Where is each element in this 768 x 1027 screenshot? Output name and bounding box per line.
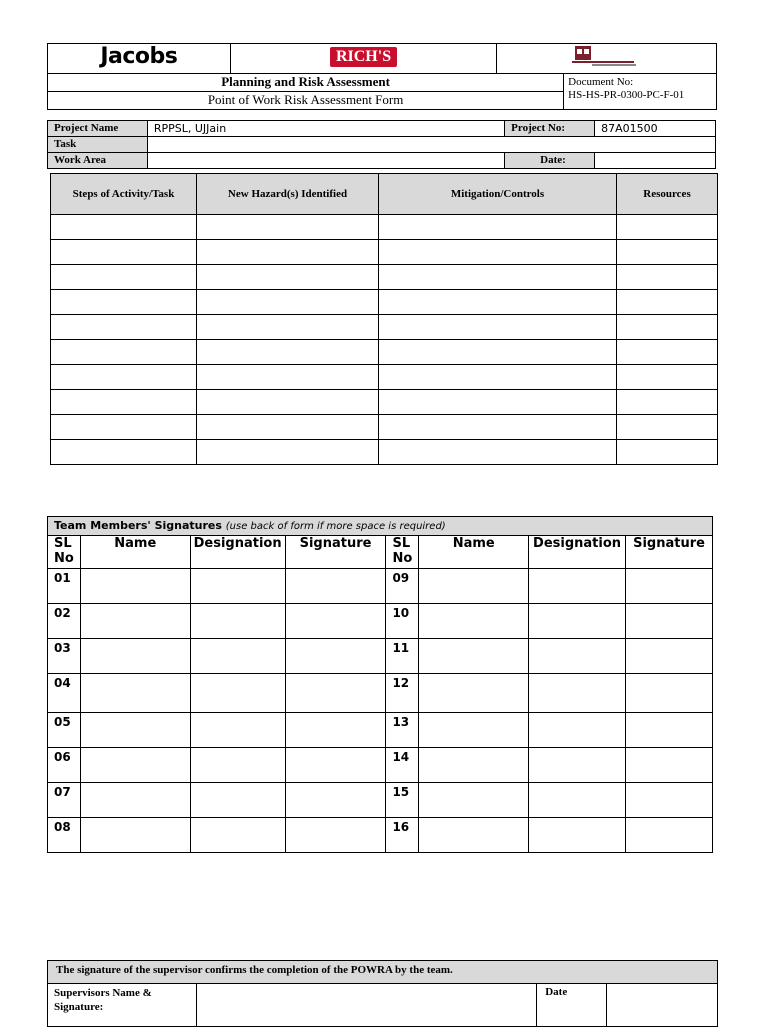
designation-cell[interactable] <box>529 604 626 639</box>
steps-header-row <box>51 174 718 215</box>
sl-no-cell: 14 <box>386 748 419 783</box>
name-cell[interactable] <box>80 569 190 604</box>
name-cell[interactable] <box>80 783 190 818</box>
mitigation-cell[interactable] <box>379 390 617 415</box>
resources-cell[interactable] <box>617 365 718 390</box>
team-row <box>48 569 713 604</box>
col-sl-no-left: SL No <box>48 536 81 569</box>
project-name-value[interactable]: RPPSL, UJJain <box>147 121 504 137</box>
resources-cell[interactable] <box>617 415 718 440</box>
hazard-cell[interactable] <box>197 240 379 265</box>
signature-cell[interactable] <box>626 639 713 674</box>
signature-cell[interactable] <box>285 639 386 674</box>
sl-no-cell: 02 <box>48 604 81 639</box>
date-label: Date: <box>505 153 595 169</box>
sl-no-cell: 07 <box>48 783 81 818</box>
col-designation-right: Designation <box>529 536 626 569</box>
team-row <box>48 818 713 853</box>
doc-no-label: Document No: <box>568 76 634 88</box>
resources-cell[interactable] <box>617 340 718 365</box>
team-row <box>48 639 713 674</box>
designation-cell[interactable] <box>529 818 626 853</box>
sl-no-cell: 15 <box>386 783 419 818</box>
form-subtitle: Point of Work Risk Assessment Form <box>48 92 564 110</box>
designation-cell[interactable] <box>190 783 285 818</box>
resources-cell[interactable] <box>617 265 718 290</box>
step-cell[interactable] <box>51 415 197 440</box>
work-area-field[interactable] <box>147 153 504 169</box>
hazard-cell[interactable] <box>197 440 379 465</box>
project-name-label: Project Name <box>48 121 148 137</box>
signature-cell[interactable] <box>626 713 713 748</box>
project-no-label: Project No: <box>505 121 595 137</box>
step-cell[interactable] <box>51 290 197 315</box>
name-cell[interactable] <box>80 674 190 713</box>
task-field[interactable] <box>147 137 715 153</box>
signature-cell[interactable] <box>626 748 713 783</box>
designation-cell[interactable] <box>190 569 285 604</box>
col-mitigation: Mitigation/Controls <box>379 174 617 215</box>
sl-no-cell: 09 <box>386 569 419 604</box>
signature-cell[interactable] <box>626 569 713 604</box>
name-cell[interactable] <box>80 713 190 748</box>
project-info-table <box>47 120 716 169</box>
name-cell[interactable] <box>419 818 529 853</box>
hazard-cell[interactable] <box>197 390 379 415</box>
col-hazards: New Hazard(s) Identified <box>197 174 379 215</box>
team-title-note: (use back of form if more space is required) <box>225 521 446 532</box>
team-row <box>48 674 713 713</box>
sl-no-cell: 08 <box>48 818 81 853</box>
designation-cell[interactable] <box>190 748 285 783</box>
building-logo-icon <box>572 44 642 68</box>
name-cell[interactable] <box>419 748 529 783</box>
risk-steps-table <box>50 173 718 465</box>
document-number <box>564 74 717 110</box>
steps-row <box>51 415 718 440</box>
richs-logo: RICH'S <box>330 47 397 67</box>
sl-no-cell: 04 <box>48 674 81 713</box>
team-body <box>48 569 713 853</box>
name-cell[interactable] <box>80 604 190 639</box>
steps-row <box>51 315 718 340</box>
step-cell[interactable] <box>51 265 197 290</box>
steps-row <box>51 365 718 390</box>
col-resources: Resources <box>617 174 718 215</box>
steps-row <box>51 440 718 465</box>
designation-cell[interactable] <box>529 639 626 674</box>
richs-logo-cell <box>230 44 497 74</box>
name-cell[interactable] <box>419 674 529 713</box>
sl-no-cell: 01 <box>48 569 81 604</box>
mitigation-cell[interactable] <box>379 315 617 340</box>
signature-cell[interactable] <box>285 818 386 853</box>
resources-cell[interactable] <box>617 440 718 465</box>
signature-cell[interactable] <box>285 783 386 818</box>
document-header <box>47 43 717 110</box>
sl-no-cell: 06 <box>48 748 81 783</box>
col-designation-left: Designation <box>190 536 285 569</box>
signature-cell[interactable] <box>285 713 386 748</box>
signature-cell[interactable] <box>626 674 713 713</box>
date-field[interactable] <box>595 153 716 169</box>
hazard-cell[interactable] <box>197 265 379 290</box>
col-signature-right: Signature <box>626 536 713 569</box>
mitigation-cell[interactable] <box>379 290 617 315</box>
contractor-logo-cell <box>497 44 717 74</box>
step-cell[interactable] <box>51 440 197 465</box>
form-title: Planning and Risk Assessment <box>48 74 564 92</box>
hazard-cell[interactable] <box>197 215 379 240</box>
resources-cell[interactable] <box>617 390 718 415</box>
sl-no-cell: 12 <box>386 674 419 713</box>
supervisor-name-label: Supervisors Name & Signature: <box>48 984 197 1027</box>
name-cell[interactable] <box>80 639 190 674</box>
designation-cell[interactable] <box>529 783 626 818</box>
resources-cell[interactable] <box>617 315 718 340</box>
supervisor-statement: The signature of the supervisor confirms the completion of the POWRA by the team. <box>48 961 718 984</box>
signature-cell[interactable] <box>626 818 713 853</box>
designation-cell[interactable] <box>529 713 626 748</box>
col-name-left: Name <box>80 536 190 569</box>
resources-cell[interactable] <box>617 290 718 315</box>
sl-no-cell: 16 <box>386 818 419 853</box>
designation-cell[interactable] <box>190 674 285 713</box>
designation-cell[interactable] <box>190 818 285 853</box>
name-cell[interactable] <box>419 783 529 818</box>
resources-cell[interactable] <box>617 215 718 240</box>
team-row <box>48 713 713 748</box>
sl-no-cell: 13 <box>386 713 419 748</box>
team-row <box>48 748 713 783</box>
steps-row <box>51 240 718 265</box>
col-steps: Steps of Activity/Task <box>51 174 197 215</box>
hazard-cell[interactable] <box>197 415 379 440</box>
name-cell[interactable] <box>80 748 190 783</box>
signature-cell[interactable] <box>285 604 386 639</box>
sl-no-cell: 11 <box>386 639 419 674</box>
team-title-text: Team Members' Signatures <box>54 519 222 532</box>
team-header-row <box>48 536 713 569</box>
steps-row <box>51 390 718 415</box>
team-row <box>48 604 713 639</box>
steps-row <box>51 215 718 240</box>
team-signatures-title <box>48 517 713 536</box>
sl-no-cell: 10 <box>386 604 419 639</box>
supervisor-table <box>47 960 718 1027</box>
designation-cell[interactable] <box>190 639 285 674</box>
designation-cell[interactable] <box>529 569 626 604</box>
mitigation-cell[interactable] <box>379 340 617 365</box>
sl-no-cell: 03 <box>48 639 81 674</box>
resources-cell[interactable] <box>617 240 718 265</box>
name-cell[interactable] <box>419 604 529 639</box>
task-label: Task <box>48 137 148 153</box>
steps-row <box>51 340 718 365</box>
doc-no-value: HS-HS-PR-0300-PC-F-01 <box>568 89 685 101</box>
supervisor-date-label: Date <box>537 984 607 1027</box>
step-cell[interactable] <box>51 315 197 340</box>
signature-cell[interactable] <box>285 569 386 604</box>
mitigation-cell[interactable] <box>379 215 617 240</box>
work-area-label: Work Area <box>48 153 148 169</box>
name-cell[interactable] <box>419 639 529 674</box>
designation-cell[interactable] <box>190 713 285 748</box>
mitigation-cell[interactable] <box>379 365 617 390</box>
team-row <box>48 783 713 818</box>
mitigation-cell[interactable] <box>379 265 617 290</box>
step-cell[interactable] <box>51 240 197 265</box>
signature-cell[interactable] <box>285 674 386 713</box>
designation-cell[interactable] <box>529 748 626 783</box>
hazard-cell[interactable] <box>197 340 379 365</box>
jacobs-logo: Jacobs <box>48 44 231 74</box>
mitigation-cell[interactable] <box>379 440 617 465</box>
supervisor-name-field[interactable] <box>196 984 536 1027</box>
supervisor-date-field[interactable] <box>607 984 718 1027</box>
col-signature-left: Signature <box>285 536 386 569</box>
name-cell[interactable] <box>80 818 190 853</box>
col-name-right: Name <box>419 536 529 569</box>
sl-no-cell: 05 <box>48 713 81 748</box>
step-cell[interactable] <box>51 340 197 365</box>
col-sl-no-right: SL No <box>386 536 419 569</box>
steps-row <box>51 265 718 290</box>
step-cell[interactable] <box>51 365 197 390</box>
signature-cell[interactable] <box>626 783 713 818</box>
hazard-cell[interactable] <box>197 365 379 390</box>
hazard-cell[interactable] <box>197 315 379 340</box>
name-cell[interactable] <box>419 713 529 748</box>
mitigation-cell[interactable] <box>379 240 617 265</box>
signature-cell[interactable] <box>626 604 713 639</box>
mitigation-cell[interactable] <box>379 415 617 440</box>
hazard-cell[interactable] <box>197 290 379 315</box>
steps-row <box>51 290 718 315</box>
name-cell[interactable] <box>419 569 529 604</box>
designation-cell[interactable] <box>190 604 285 639</box>
step-cell[interactable] <box>51 390 197 415</box>
signature-cell[interactable] <box>285 748 386 783</box>
project-no-value[interactable]: 87A01500 <box>595 121 716 137</box>
designation-cell[interactable] <box>529 674 626 713</box>
steps-body <box>51 215 718 465</box>
step-cell[interactable] <box>51 215 197 240</box>
team-signatures-table <box>47 516 713 853</box>
